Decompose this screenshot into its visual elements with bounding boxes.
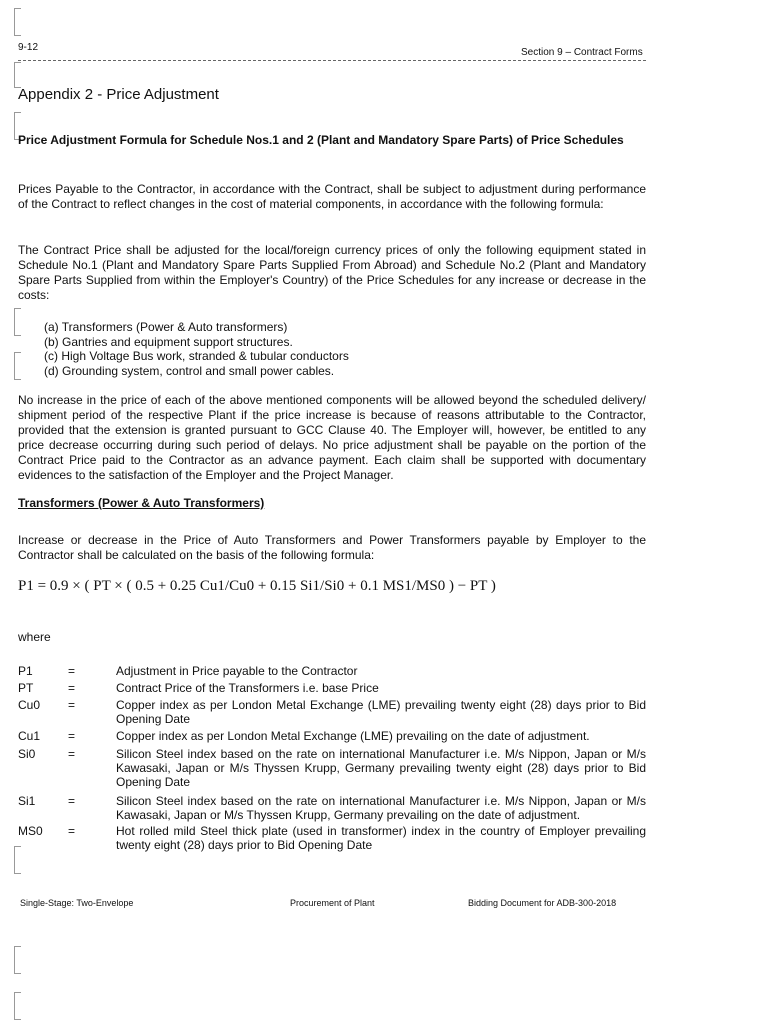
equipment-list — [44, 320, 349, 378]
formula-text: P1 = 0.9 × ( PT × ( 0.5 + 0.25 Cu1/Cu0 + 0.15 Si1/Si0 + 0.1 MS1/MS0 ) − PT ) — [18, 578, 496, 594]
paragraph-contract-price: The Contract Price shall be adjusted for the local/foreign currency prices of only the following equipment stated in Schedule No.1 (Plant and Mandatory Spare Parts Supplied From Abroad) and Schedule No.2 (Plant and Mandatory Spare Parts Supplied from within the Employer's Country) of the Price Schedules for any increase or decrease in the costs: — [18, 243, 646, 302]
list-item: (d) Grounding system, control and small power cables. — [44, 363, 335, 378]
scan-mark — [14, 352, 21, 380]
scan-mark — [14, 62, 21, 88]
definition-symbol: Cu1 — [18, 729, 41, 743]
definition-symbol: P1 — [18, 664, 33, 678]
definition-symbol: PT — [18, 681, 34, 695]
definition-text: Silicon Steel index based on the rate on international Manufacturer i.e. M/s Nippon, Japan or M/s Kawasaki, Japan or M/s Thyssen Krupp, Germany prevailing on the date of adjustment. — [116, 794, 646, 822]
page-title: Appendix 2 - Price Adjustment — [18, 86, 219, 103]
footer-center: Procurement of Plant — [290, 898, 375, 908]
equals-sign: = — [68, 794, 76, 808]
list-item: (a) Transformers (Power & Auto transformers) — [44, 320, 288, 334]
definition-symbol: Si0 — [18, 747, 36, 761]
equals-sign: = — [68, 681, 76, 695]
scan-mark — [14, 308, 21, 336]
paragraph-prices-payable: Prices Payable to the Contractor, in accordance with the Contract, shall be subject to adjustment during performance of the Contract to reflect changes in the cost of material components, in accordance with the following formula: — [18, 182, 646, 211]
scan-mark — [14, 846, 21, 874]
formula-subtitle: Price Adjustment Formula for Schedule Nos.1 and 2 (Plant and Mandatory Spare Parts) of Price Schedules — [18, 133, 624, 147]
equals-sign: = — [68, 824, 76, 838]
definition-symbol: MS0 — [18, 824, 43, 838]
definition-text: Copper index as per London Metal Exchange (LME) prevailing twenty eight (28) days prior to Bid Opening Date — [116, 698, 646, 726]
definition-text: Hot rolled mild Steel thick plate (used in transformer) index in the country of Employer prevailing twenty eight (28) days prior to Bid Opening Date — [116, 824, 646, 852]
transformers-heading: Transformers (Power & Auto Transformers) — [18, 496, 265, 510]
where-label: where — [18, 630, 51, 644]
definition-text: Contract Price of the Transformers i.e. base Price — [116, 681, 379, 695]
page-number: 9-12 — [18, 42, 39, 53]
list-item: (c) High Voltage Bus work, stranded & tubular conductors — [44, 349, 349, 363]
section-header: Section 9 – Contract Forms — [521, 47, 643, 58]
list-item: (b) Gantries and equipment support structures. — [44, 334, 293, 349]
equals-sign: = — [68, 729, 76, 743]
equals-sign: = — [68, 664, 76, 678]
footer-left: Single-Stage: Two-Envelope — [20, 898, 134, 908]
scan-mark — [14, 946, 21, 974]
definition-symbol: Cu0 — [18, 698, 41, 712]
footer-right: Bidding Document for ADB-300-2018 — [468, 898, 617, 908]
scan-mark — [14, 8, 21, 36]
header-divider — [18, 60, 646, 61]
equals-sign: = — [68, 698, 76, 712]
price-adjustment-formula — [18, 578, 496, 595]
equals-sign: = — [68, 747, 76, 761]
paragraph-no-increase: No increase in the price of each of the above mentioned components will be allowed beyond the scheduled delivery/ shipment period of the respective Plant if the price increase is because of reasons attributable to the Contractor, provided that the extension is granted pursuant to GCC Clause 40. The Employer will, however, be entitled to any price decrease occurring during such period of delays. No price adjustment shall be payable on the portion of the Contract Price paid to the Contractor as an advance payment. Each claim shall be supported with documentary evidences to the satisfaction of the Employer and the Project Manager. — [18, 393, 646, 482]
paragraph-transformers: Increase or decrease in the Price of Auto Transformers and Power Transformers payable by Employer to the Contractor shall be calculated on the basis of the following formula: — [18, 533, 646, 562]
definition-symbol: Si1 — [18, 794, 36, 808]
definition-text: Adjustment in Price payable to the Contractor — [116, 664, 358, 678]
scan-mark — [14, 992, 21, 1020]
definition-text: Silicon Steel index based on the rate on international Manufacturer i.e. M/s Nippon, Japan or M/s Kawasaki, Japan or M/s Thyssen Krupp, Germany prevailing twenty eight (28) days prior to Bid Opening Date — [116, 747, 646, 789]
definition-text: Copper index as per London Metal Exchange (LME) prevailing on the date of adjustment. — [116, 729, 590, 743]
